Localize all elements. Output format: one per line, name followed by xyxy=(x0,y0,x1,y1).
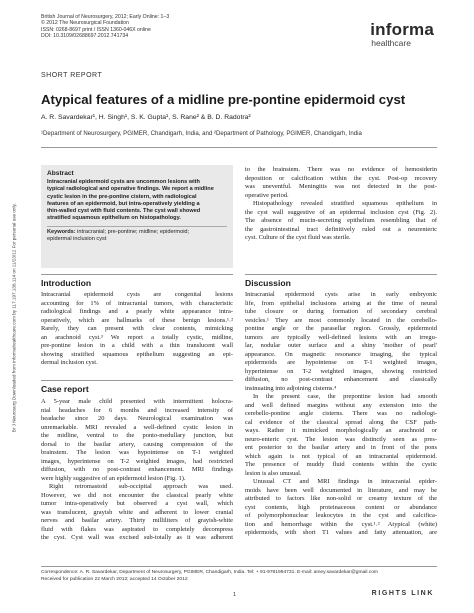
text-line: was uneventful. Meningitis was not detected in the post- xyxy=(245,183,437,190)
text-line: radiological findings and a pearly white appearance intra- xyxy=(41,308,233,315)
text-line: A 5-year male child presented with intermittent holocra- xyxy=(41,398,233,405)
text-line: unremarkable. MRI revealed a well-defined cystic lesion in xyxy=(41,423,233,431)
copyright-line: © 2012 The Neurosurgical Foundation xyxy=(41,20,129,27)
text-line: lar, nodular outer surface and a shiny 'mother of pearl' xyxy=(245,342,437,349)
text-line: the cyst wall suggestive of an epidermal inclusion cyst (Fig. 2). xyxy=(245,208,437,216)
text-line: operative period. xyxy=(245,191,289,199)
text-line: diffusion, no post-contrast enhancement and classically xyxy=(245,376,437,383)
text-line: ent posterior to the basilar artery and in front of the pons xyxy=(245,444,437,451)
issn-line: ISSN: 0268-8697 print / ISSN 1360-046X online xyxy=(41,26,151,33)
text-line: tumor intra-operatively but observed a cyst wall, which xyxy=(41,500,233,507)
text-line: an arachnoid cyst.³ We report a totally cystic, midline, xyxy=(41,333,233,341)
text-line: attributed to factors like non-solid or creamy texture of the xyxy=(245,495,437,502)
text-line: to the brainstem. There was no evidence of hemosiderin xyxy=(245,166,437,173)
text-line: diffusion, with no post-contrast enhancement. MRI findings xyxy=(41,466,233,473)
abstract-line: typical radiological and operative findings. We report a midline xyxy=(47,186,214,193)
text-line: cerebello-pontine angle cisterns. There was no radiologi- xyxy=(245,410,437,417)
affiliations: ¹Department of Neurosurgery, PGIMER, Chandigarh, India, and ²Department of Pathology, PGIMER, Chandigarh, India xyxy=(41,130,362,137)
journal-meta xyxy=(41,14,169,40)
text-line: which again is not typical of an intracranial epidermoid. xyxy=(245,452,437,460)
text-line: life, from epithelial inclusions arising at the time of neural xyxy=(245,299,437,307)
text-line: moids have been well documented in literature, and may be xyxy=(245,486,437,494)
text-line: nerves and basilar artery. Thirty milliliters of grayish-white xyxy=(41,517,233,524)
keywords-line: epidermal inclusion cyst xyxy=(47,236,107,243)
keywords-label: Keywords: xyxy=(47,228,76,235)
text-line: were highly suggestive of an epidermoid lesion (Fig. 1). xyxy=(41,474,186,482)
text-line: dermal inclusion cyst. xyxy=(41,359,98,366)
footnote-rule xyxy=(41,566,437,567)
journal-line: British Journal of Neurosurgery, 2012; Early Online: 1–3 xyxy=(41,14,170,20)
abstract-line: features of an epidermoid, but intra-operatively yielding a xyxy=(47,200,200,207)
download-watermark xyxy=(2,190,20,450)
text-line: Unusual CT and MRI findings in intracranial epider- xyxy=(253,478,437,485)
correspondence-line: Correspondence: A. R. Savardekar, Department of Neurosurgery, PGIMER, Chandigarh, India. Tel: + 91-9781994731. E-mail: amey.savardekar@gmail.com xyxy=(41,570,379,575)
text-line: accounting for 1% of intracranial tumors, with characteristic xyxy=(41,299,233,307)
text-line: headache since 20 days. Neurological examination was xyxy=(41,415,233,422)
text-line: The absence of mucin-secreting epithelium resembling that of xyxy=(245,217,437,224)
text-line: In the present case, the prepontine lesion had smooth xyxy=(253,393,437,400)
abstract-line: Intracranial epidermoid cysts are uncommon lesions with xyxy=(47,179,200,185)
text-line: hyperintense on T-2 weighted images, showing restricted xyxy=(245,367,437,375)
abstract-line: thin-walled cyst with fluid contents. The cyst wall showed xyxy=(47,208,201,215)
article-type: SHORT REPORT xyxy=(41,72,103,79)
rightslink-logo[interactable]: RIGHTS LINK xyxy=(371,590,434,597)
abstract-line: stratified squamous epithelium on histopathology. xyxy=(47,215,181,222)
text-line: appearance. On magnetic resonance imaging, the typical xyxy=(245,350,437,358)
watermark-text: Br J Neurosurg Downloaded from informahealthcare.com by 117.197.138.114 on 11/23/12 For personal use only. xyxy=(11,203,17,433)
text-line: Intracranial epidermoid cysts arise in early embryonic xyxy=(245,291,437,298)
text-line: tumors are typically well-defined lesions with an irregu- xyxy=(245,333,437,341)
text-line: images, hyperintense on T-2 weighted images, had restricted xyxy=(41,457,233,465)
introduction-heading: Introduction xyxy=(41,274,233,288)
text-line: pontine angle or the parasellar region. Grossly, epidermoid xyxy=(245,325,437,332)
keywords xyxy=(47,229,227,244)
header-rule xyxy=(41,147,437,148)
text-line: of polymorphonuclear leukocytes in the cyst and calcifica- xyxy=(245,512,437,519)
text-line: deposition or calcification within the cyst. Post-op recovery xyxy=(245,174,437,182)
text-line: Right retromastoid sub-occipital approach was used. xyxy=(49,483,233,490)
text-line: cyst contents, high proteinaceous content or abundance xyxy=(245,503,437,511)
publisher-logo xyxy=(370,21,434,48)
page-number: 1 xyxy=(233,592,237,598)
abstract-heading: Abstract xyxy=(47,170,74,177)
text-line: epidermoids are hypointense on T-1 weighted images, xyxy=(245,359,437,366)
text-line: brainstem. The lesion was hypointense on T-1 weighted xyxy=(41,449,233,456)
text-line: neuro-enteric cyst. The lesion was distinctly seen as pres- xyxy=(245,435,437,443)
discussion-body xyxy=(245,291,437,538)
text-line: However, we did not encounter the classical pearly white xyxy=(41,491,233,499)
text-line: was translucent, grayish white and adherent to lower cranial xyxy=(41,508,233,516)
text-line: tube closure or during formation of secondary cerebral xyxy=(245,308,437,315)
text-line: cal evidence of the classical spread along the CSF path- xyxy=(245,418,437,426)
logo-name: informa xyxy=(370,20,434,39)
received-line: Received for publication 22 March 2012; accepted 14 October 2012 xyxy=(41,576,188,582)
text-line: dorsal to the basilar artery, causing compression of the xyxy=(41,440,233,448)
text-line: fluid with flakes was aspirated to completely decompress xyxy=(41,525,233,533)
text-line: and well defined margins without any extension into the xyxy=(245,401,437,409)
text-line: pre-pontine lesion in a child with a thin translucent wall xyxy=(41,342,233,349)
discussion-heading: Discussion xyxy=(245,274,437,288)
text-line: lesion is also unusual. xyxy=(245,469,302,477)
text-line: Intracranial epidermoid cysts are congenital lesions xyxy=(41,291,233,298)
text-line: nial headaches for 6 months and increased intensity of xyxy=(41,406,233,414)
abstract-line: cystic lesion in the pre-pontine cistern, with radiological xyxy=(47,193,197,200)
doi-line[interactable]: DOI: 10.3109/02688697.2012.741734 xyxy=(41,33,129,40)
text-line: Histopathology revealed stratified squamous epithelium in xyxy=(253,200,437,207)
text-line: epidermoids, with short T1 values and fatty attenuation, are xyxy=(245,529,437,536)
text-line: cyst. Culture of the cyst fluid was sterile. xyxy=(245,234,351,241)
article-title: Atypical features of a midline pre-pontine epidermoid cyst xyxy=(41,92,406,107)
text-line: the cyst. Cyst wall was excised sub-totally as it was adherent xyxy=(41,534,233,541)
text-line: Rarely, they can present with clear contents, mimicking xyxy=(41,325,233,332)
text-line: tion and hemorrhage within the cyst.¹˒² Atypical (white) xyxy=(245,520,437,528)
text-line: the midline, ventral to the ponto-medullary junction, but xyxy=(41,432,233,439)
text-line: The presence of muddy fluid contents within the cystic xyxy=(245,461,437,468)
case-report-heading: Case report xyxy=(41,380,233,394)
text-line: operatively, which are hallmarks of these benign lesions.¹˒² xyxy=(41,316,233,324)
case-report-body xyxy=(41,398,233,543)
abstract-divider xyxy=(47,226,227,227)
author-list: A. R. Savardekar¹, H. Singh¹, S. K. Gupta¹, S. Rane² & B. D. Radotra² xyxy=(41,114,251,121)
text-line: showing stratified squamous epithelium suggesting an epi- xyxy=(41,350,233,358)
text-line: vesicles.¹ They are most commonly located in the cerebello- xyxy=(245,316,437,324)
keywords-line: intracranial; pre-pontine; midline; epidermoid; xyxy=(75,228,190,235)
text-line: the gastrointestinal tract definitively ruled out a neurenteric xyxy=(245,225,437,233)
logo-subtitle: healthcare xyxy=(371,38,411,48)
text-line: insinuating into adjoining cisterns.⁴ xyxy=(245,384,337,392)
abstract-box xyxy=(41,165,233,268)
introduction-body xyxy=(41,291,233,368)
case-report-continued xyxy=(245,166,437,243)
text-line: ways. Rather it mimicked morphologically an arachnoid or xyxy=(245,427,437,434)
abstract-text xyxy=(47,179,227,223)
footnote xyxy=(41,570,378,583)
